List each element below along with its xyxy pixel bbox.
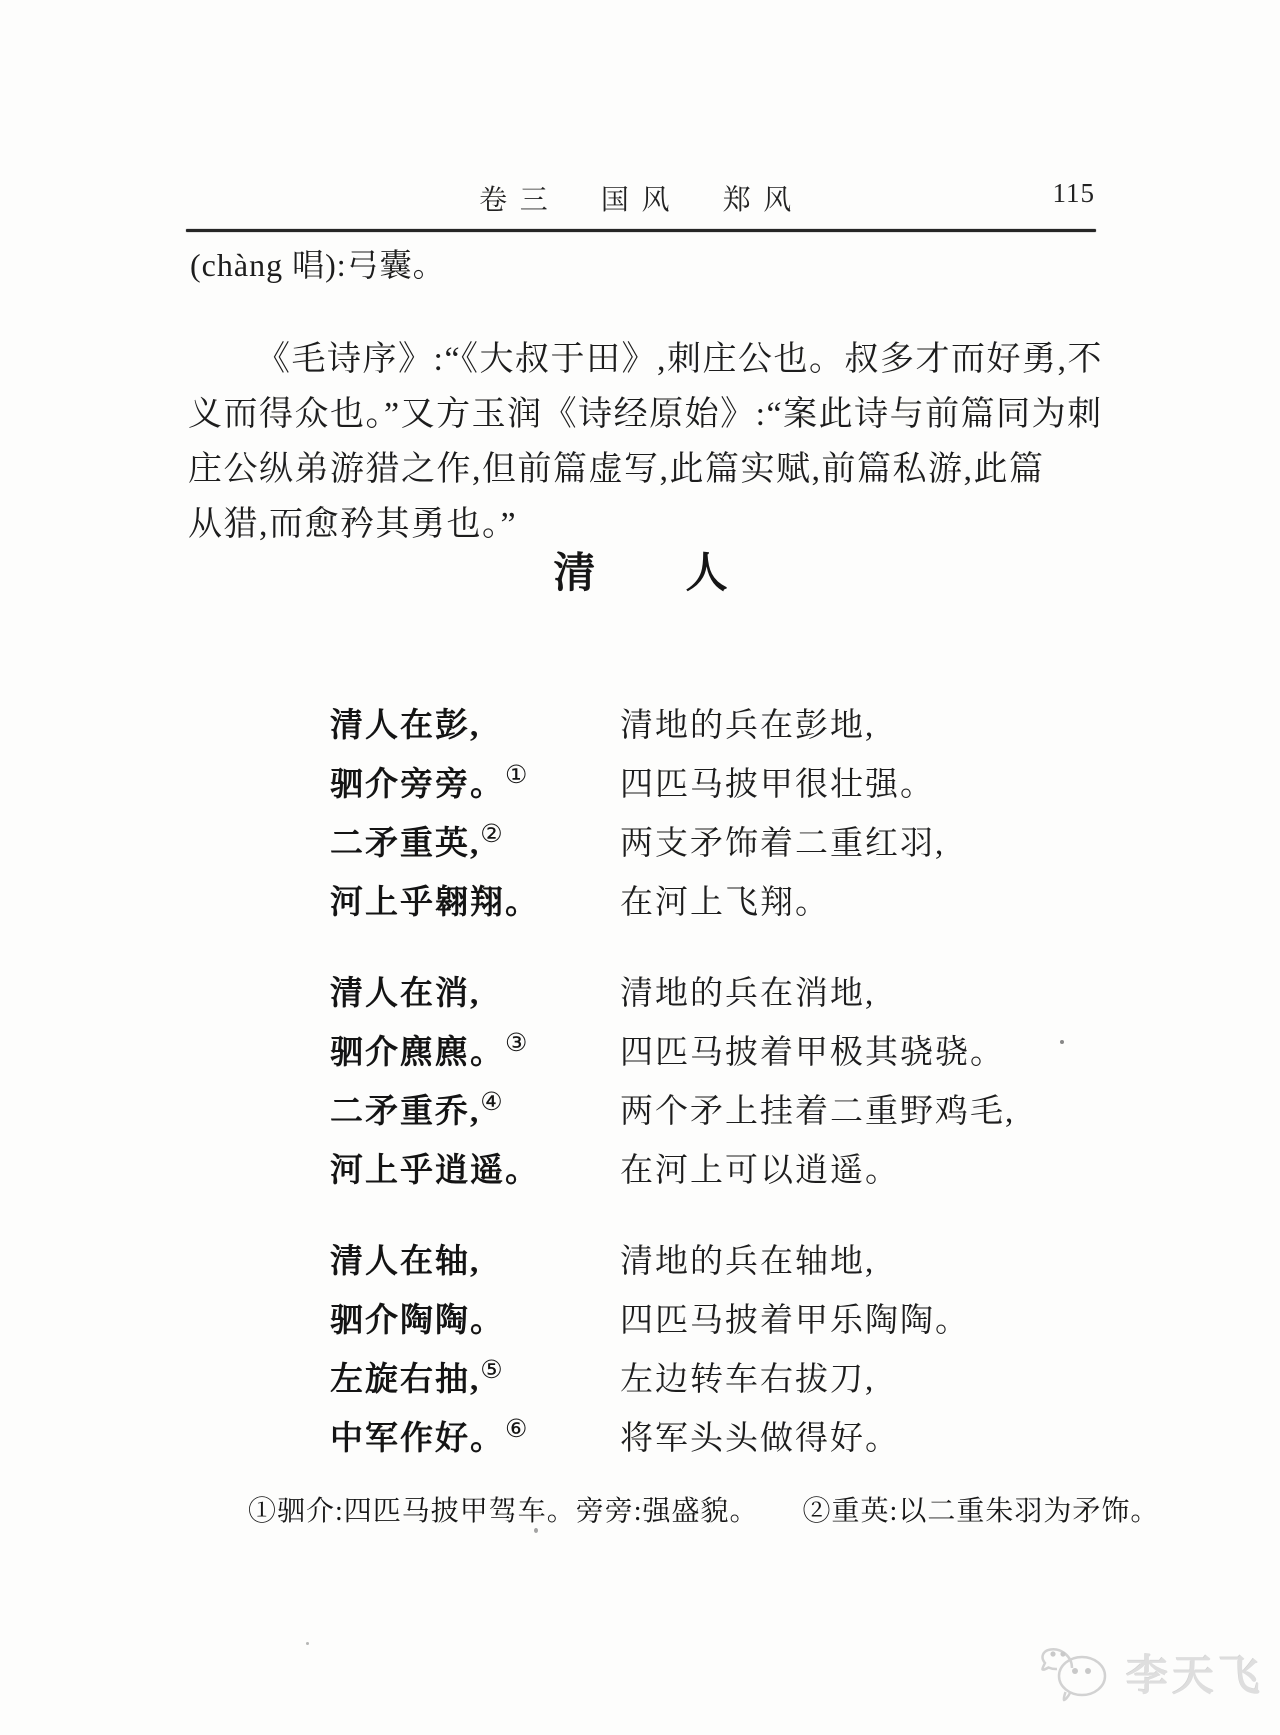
poem-line — [330, 816, 1095, 875]
verse-text — [330, 757, 620, 816]
translation-text: 四匹马披着甲极其骁骁。 — [620, 1035, 1005, 1071]
translation-text: 在河上飞翔。 — [620, 885, 830, 921]
verse-text — [330, 966, 620, 1025]
verse-text — [330, 1084, 620, 1143]
verse-cn: 驷介麃麃。 — [330, 1035, 505, 1071]
translation-text: 两支矛饰着二重红羽, — [620, 826, 946, 862]
verse-cn: 河上乎翱翔。 — [330, 885, 540, 921]
poem-line — [330, 757, 1095, 816]
scan-speck — [534, 1528, 538, 1533]
footnote-marker: ③ — [505, 1030, 528, 1057]
commentary-block — [188, 332, 1104, 552]
translation-text: 清地的兵在轴地, — [620, 1244, 876, 1280]
commentary-line: 庄公纵弟游猎之作,但前篇虚写,此篇实赋,前篇私游,此篇 — [188, 451, 1045, 488]
translation-text: 四匹马披着甲乐陶陶。 — [620, 1303, 970, 1339]
poem-line — [330, 1352, 1095, 1411]
translation-text: 将军头头做得好。 — [620, 1421, 900, 1457]
poem-line — [330, 698, 1095, 757]
poem-line — [330, 1143, 1095, 1202]
verse-text — [330, 816, 620, 875]
verse-text — [330, 1293, 620, 1352]
translation-text: 清地的兵在彭地, — [620, 708, 876, 744]
scan-speck — [306, 1642, 309, 1645]
translation-text: 四匹马披甲很壮强。 — [620, 767, 935, 803]
commentary-line: 义而得众也。”又方玉润《诗经原始》:“案此诗与前篇同为刺 — [188, 396, 1103, 433]
poem-stanza-1 — [330, 698, 1095, 934]
footnote-marker: ⑤ — [480, 1357, 503, 1384]
verse-cn: 二矛重乔, — [330, 1094, 481, 1130]
verse-cn: 左旋右抽, — [330, 1362, 481, 1398]
verse-text — [330, 698, 620, 757]
verse-cn: 中军作好。 — [330, 1421, 505, 1457]
watermark — [1038, 1642, 1264, 1704]
verse-text — [330, 1352, 620, 1411]
footnote-marker: ④ — [480, 1089, 503, 1116]
poem-stanza-2 — [330, 966, 1095, 1202]
verse-text — [330, 1411, 620, 1470]
page-number: 115 — [1052, 178, 1095, 208]
verse-cn: 清人在轴, — [330, 1244, 481, 1280]
poem-title: 清 人 — [553, 551, 730, 597]
translation-text: 清地的兵在消地, — [620, 976, 876, 1012]
verse-text — [330, 1025, 620, 1084]
commentary-line: 从猎,而愈矜其勇也。” — [188, 506, 518, 543]
verse-text — [330, 1234, 620, 1293]
poem-line — [330, 966, 1095, 1025]
verse-cn: 驷介旁旁。 — [330, 767, 505, 803]
poem-line — [330, 1084, 1095, 1143]
page-header — [188, 178, 1095, 214]
running-head-title: 卷三 国风 郑风 — [479, 185, 804, 216]
verse-cn: 清人在彭, — [330, 708, 481, 744]
verse-text — [330, 1143, 620, 1202]
header-divider-rule — [186, 229, 1096, 232]
poem-line — [330, 1293, 1095, 1352]
gloss-line: (chàng 唱):弓囊。 — [190, 247, 446, 283]
footnote-marker: ⑥ — [505, 1416, 528, 1443]
footnote-line: ①驷介:四匹马披甲驾车。旁旁:强盛貌。 ②重英:以二重朱羽为矛饰。 — [248, 1496, 1160, 1527]
translation-text: 在河上可以逍遥。 — [620, 1153, 900, 1189]
poem-line — [330, 1234, 1095, 1293]
poem-line — [330, 875, 1095, 934]
commentary-line: 《毛诗序》:“《大叔于田》,刺庄公也。叔多才而好勇,不 — [256, 341, 1104, 378]
verse-text — [330, 875, 620, 934]
wechat-icon — [1038, 1642, 1116, 1704]
watermark-name: 李天飞 — [1126, 1654, 1265, 1700]
footnote-marker: ① — [505, 762, 528, 789]
verse-cn: 驷介陶陶。 — [330, 1303, 505, 1339]
verse-cn: 河上乎逍遥。 — [330, 1153, 540, 1189]
scan-speck — [1060, 1040, 1064, 1044]
verse-cn: 二矛重英, — [330, 826, 481, 862]
verse-cn: 清人在消, — [330, 976, 481, 1012]
footnote-marker: ② — [480, 821, 503, 848]
poem-line — [330, 1025, 1095, 1084]
translation-text: 两个矛上挂着二重野鸡毛, — [620, 1094, 1016, 1130]
poem-stanza-3 — [330, 1234, 1095, 1470]
translation-text: 左边转车右拔刀, — [620, 1362, 876, 1398]
poem-line — [330, 1411, 1095, 1470]
